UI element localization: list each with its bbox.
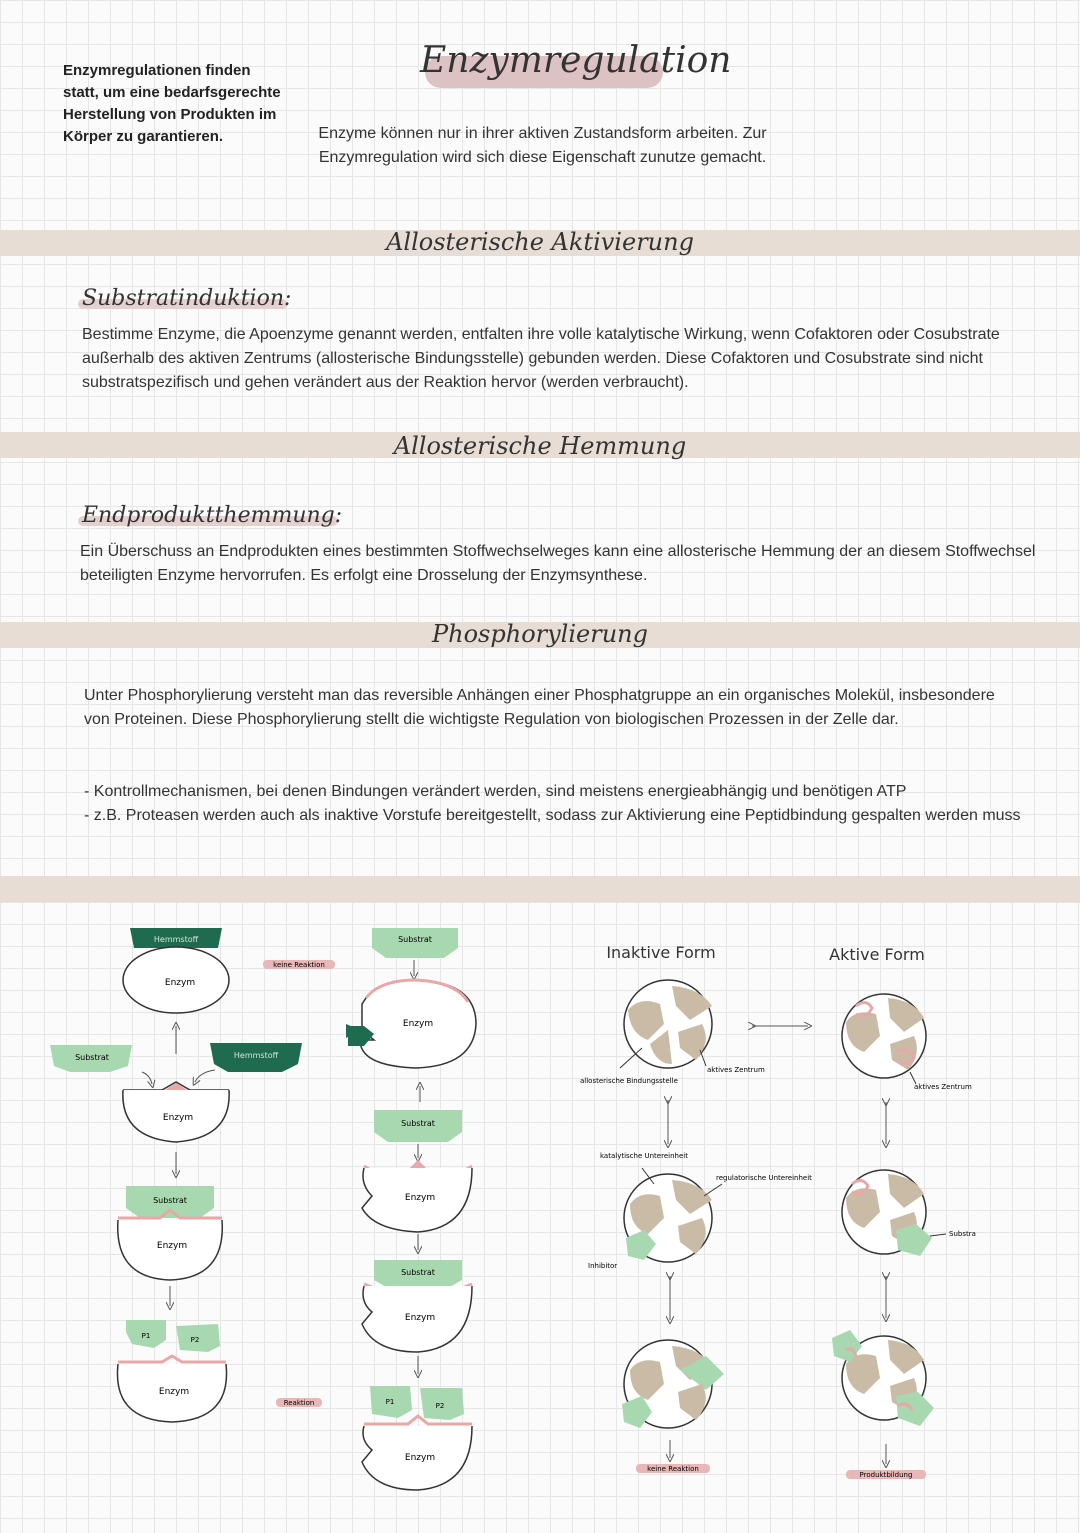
substrate-label: Substrat	[401, 1268, 435, 1277]
col2-activated-enzyme	[346, 980, 476, 1068]
main-title	[420, 40, 732, 100]
inactive-enzyme-1	[620, 980, 712, 1068]
inhibition-text: Ein Überschuss an Endprodukten eines bestimmten Stoffwechselweges kann eine allosterische Hemmung der an diesem Stoffwechsel beteiligten Enzyme hervorrufen. Es erfolgt eine Drosselung der Enzymsynthese.	[80, 543, 1036, 584]
allosteric-site-label: allosterische Bindungsstelle	[580, 1077, 678, 1085]
col2-substrate-approach	[362, 1110, 472, 1232]
p2-label: P2	[435, 1402, 445, 1410]
product-formation-label: Produktbildung	[859, 1471, 913, 1479]
reaction-label: Reaktion	[283, 1399, 315, 1407]
substrate-label: Substrat	[401, 1119, 435, 1128]
substrate-site-label: Substra	[949, 1230, 976, 1238]
product-formation-tag	[846, 1470, 926, 1479]
phosphorylation-bullet-1: - Kontrollmechanismen, bei denen Bindungen verändert werden, sind meistens energieabhängig und benötigen ATP	[84, 783, 907, 800]
heading-inhibition: Allosterische Hemmung	[393, 432, 687, 460]
p2-label: P2	[190, 1336, 200, 1344]
activation-text: Bestimme Enzyme, die Apoenzyme genannt werden, entfalten ihre volle katalytische Wirkung, wenn Cofaktoren oder Cosubstrate außerhalb des aktiven Zentrums (allosterische Bindungsstelle) gebunden werden. Diese Cofaktoren und Cosubstrate sind nicht substratspezifisch und gehen verändert aus der Reaktion hervor (werden verbraucht).	[82, 326, 1000, 391]
substrate-label: Substrat	[398, 935, 432, 944]
active-form-title: Aktive Form	[829, 945, 925, 964]
enzyme-label: Enzym	[158, 1387, 190, 1397]
phosphorylation-bullet-2: - z.B. Proteasen werden auch als inaktive Vorstufe bereitgestellt, sodass zur Aktivierung eine Peptidbindung gespalten werden muss	[84, 807, 1021, 824]
substrate-label: Substrat	[75, 1053, 109, 1062]
enzyme-label: Enzym	[404, 1313, 436, 1323]
no-reaction-tag-2	[636, 1464, 710, 1473]
active-enzyme-2	[842, 1170, 946, 1256]
intro-note: Enzymregulationen finden statt, um eine bedarfsgerechte Herstellung von Produkten im Körper zu garantieren.	[63, 62, 281, 145]
p1-label: P1	[141, 1332, 151, 1340]
p1-label: P1	[385, 1398, 395, 1406]
col2-substrate-bound	[362, 1260, 472, 1352]
active-enzyme-3	[832, 1330, 934, 1426]
enzyme-diagram	[0, 900, 1080, 1528]
heading-phosphorylation: Phosphorylierung	[432, 620, 648, 648]
active-enzyme-1	[842, 994, 926, 1084]
active-center-label-2: aktives Zentrum	[914, 1083, 972, 1091]
heading-activation: Allosterische Aktivierung	[386, 228, 694, 256]
enzyme-label: Enzym	[402, 1019, 434, 1029]
intro-text: Enzyme können nur in ihrer aktiven Zustandsform arbeiten. Zur Enzymregulation wird sich diese Eigenschaft zunutze gemacht.	[318, 125, 767, 166]
enzyme-label: Enzym	[164, 978, 196, 988]
inactive-enzyme-2	[624, 1168, 722, 1262]
col1-inhibited-enzyme	[123, 928, 229, 1013]
regulatory-unit-label: regulatorische Untereinheit	[716, 1174, 812, 1182]
subheading-substratinduktion-text: Substratinduktion:	[82, 286, 292, 311]
col2-substrate-top	[372, 928, 458, 958]
phosphorylation-text: Unter Phosphorylierung versteht man das reversible Anhängen einer Phosphatgruppe an ein organisches Molekül, insbesondere von Proteinen. Diese Phosphorylierung stellt die wichtigste Regulation von biologischen Prozessen in der Zelle dar.	[84, 687, 995, 728]
active-center-label: aktives Zentrum	[707, 1066, 765, 1074]
subheading-endproduktthemmung	[82, 503, 342, 528]
inhibitor-label: Hemmstoff	[153, 935, 199, 944]
col1-products	[117, 1320, 226, 1422]
col1-substrate-free	[50, 1043, 302, 1142]
inhibitor-site-label: Inhibitor	[588, 1262, 618, 1270]
substrate-label: Substrat	[153, 1196, 187, 1205]
no-reaction-label: keine Reaktion	[273, 961, 325, 969]
col2-products	[362, 1386, 472, 1490]
catalytic-unit-label: katalytische Untereinheit	[600, 1152, 688, 1160]
inactive-enzyme-3	[622, 1340, 724, 1428]
section-band-diagram	[0, 876, 1080, 902]
page-title: Enzymregulation	[420, 40, 732, 81]
no-reaction-label-2: keine Reaktion	[647, 1465, 699, 1473]
inactive-form-title: Inaktive Form	[606, 943, 716, 962]
subheading-substratinduktion	[82, 286, 291, 311]
col1-substrate-bound	[118, 1186, 223, 1280]
enzyme-label: Enzym	[162, 1113, 194, 1123]
enzyme-label: Enzym	[404, 1453, 436, 1463]
enzyme-label: Enzym	[156, 1241, 188, 1251]
subheading-endproduktthemmung-text: Endproduktthemmung:	[82, 503, 343, 528]
inhibitor-label: Hemmstoff	[233, 1051, 279, 1060]
reaction-tag	[276, 1398, 322, 1407]
enzyme-label: Enzym	[404, 1193, 436, 1203]
no-reaction-tag	[263, 960, 335, 969]
